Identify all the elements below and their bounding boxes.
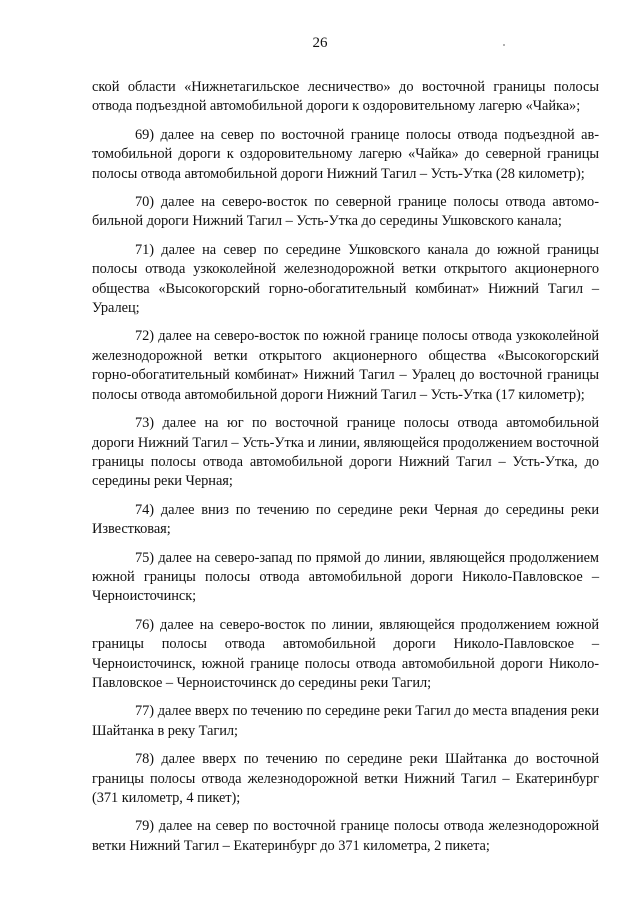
paragraph-79: 79) далее на север по восточной границе полосы отвода железнодорожной ветки Нижний Тагил – Екатеринбург до 371 километра, 2 пикета;: [92, 818, 599, 854]
paragraph-74: 74) далее вниз по течению по середине реки Черная до середины реки Известковая;: [92, 501, 599, 538]
page-number: 26: [312, 35, 328, 51]
paragraph-continuation: ской области «Нижнетагильское лесничество» до восточной границы полосы отвода подъездной автомобильной дороги к оздоровительному лагерю «Чайка»;: [92, 79, 599, 115]
paragraph-76: 76) далее на северо-восток по линии, являющейся продолжением южной границы полосы отвода автомобильной дороги Николо-Павловское – Черноисточинск, южной границе полосы отвода автомобильной дороги Николо-Павловское – Черноисточинск до середины реки Тагил;: [92, 616, 599, 691]
paragraph-77: 77) далее вверх по течению по середине реки Тагил до места впадения реки Шайтанка в реку Тагил;: [92, 703, 599, 739]
paragraph-78: 78) далее вверх по течению по середине реки Шайтанка до восточной границы полосы отвода железнодорожной ветки Нижний Тагил – Екатеринбург (371 километр, 4 пикет);: [92, 751, 599, 806]
paragraph-70: 70) далее на северо-восток по северной границе полосы отвода автомобильной дороги Нижний Тагил – Усть-Утка до середины Ушковского канала;: [92, 194, 599, 230]
scan-speck: [503, 44, 505, 46]
paragraph-75: 75) далее на северо-запад по прямой до линии, являющейся продолжением южной границы полосы отвода автомобильной дороги Николо-Павловское – Черноисточинск;: [92, 549, 599, 605]
paragraph-69: 69) далее на север по восточной границе полосы отвода подъездной автомобильной дороги к оздоровительному лагерю «Чайка» до северной границы полосы отвода автомобильной дороги Нижний Тагил – Усть-Утка (28 километр);: [92, 126, 599, 182]
paragraph-73: 73) далее на юг по восточной границе полосы отвода автомобильной дороги Нижний Тагил – Усть-Утка и линии, являющейся продолжением восточной границы полосы отвода автомобильной дороги Нижний Тагил – Усть-Утка, до середины реки Черная;: [92, 415, 599, 490]
document-body: [92, 78, 599, 865]
paragraph-71: 71) далее на север по середине Ушковского канала до южной границы полосы отвода узкоколейной железнодорожной ветки открытого акционерного общества «Высокогорский горно-обогатительный комбинат» Нижний Тагил – Уралец;: [92, 241, 599, 317]
paragraph-72: 72) далее на северо-восток по южной границе полосы отвода узкоколейной железнодорожной ветки открытого акционерного общества «Высокогорский горно-обогатительный комбинат» Нижний Тагил – Уралец до восточной границы полосы отвода автомобильной дороги Нижний Тагил – Усть-Утка (17 километр);: [92, 328, 599, 403]
